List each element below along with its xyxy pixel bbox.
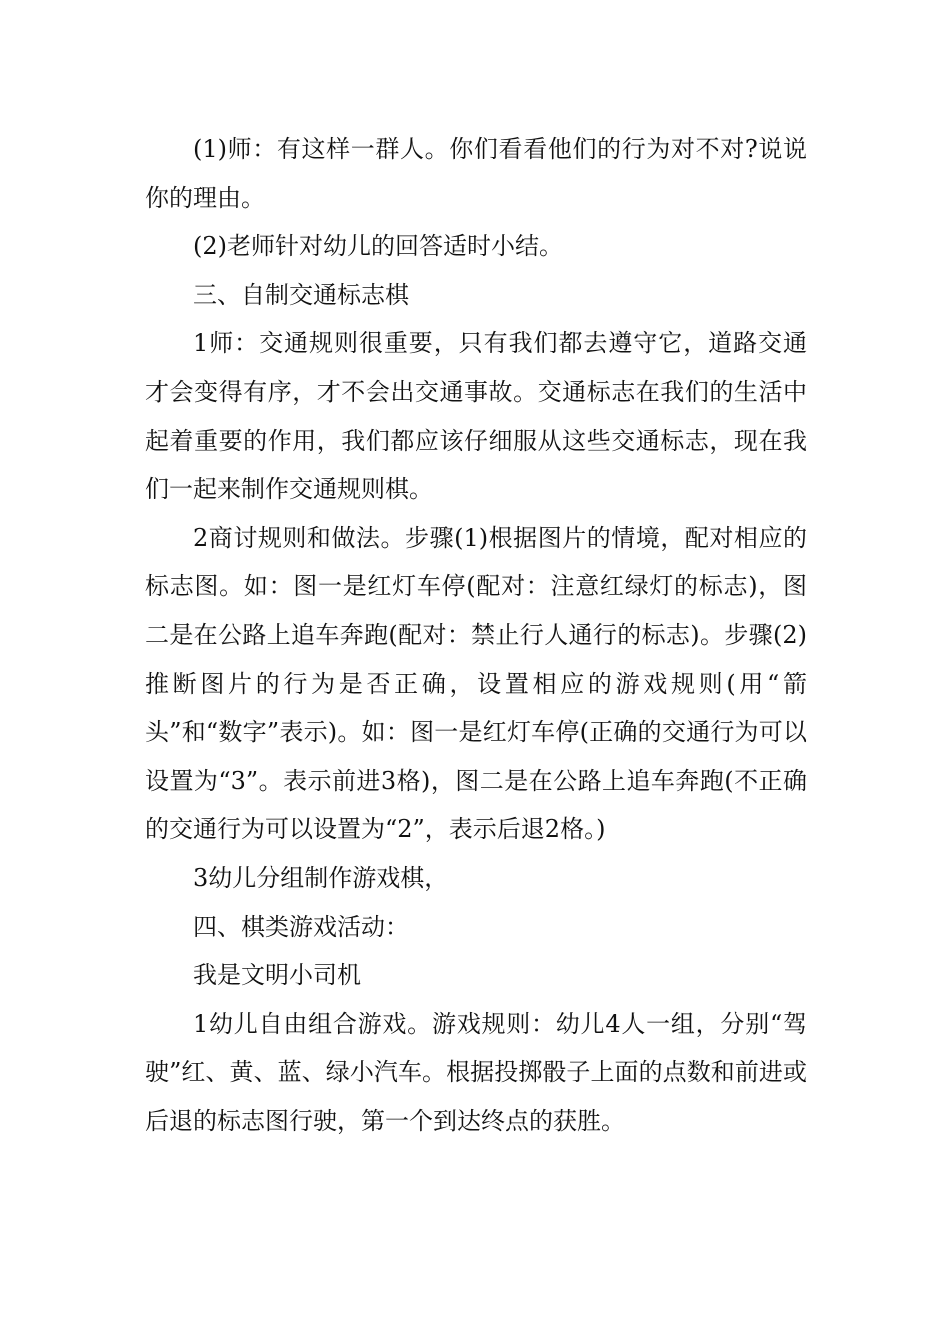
paragraph-rules-method: 2商讨规则和做法。步骤(1)根据图片的情境，配对相应的标志图。如：图一是红灯车停(配对：注意红绿灯的标志)，图二是在公路上追车奔跑(配对：禁止行人通行的标志)。步骤(2)推断图片的行为是否正确，设置相应的游戏规则(用“箭头”和“数字”表示)。如：图一是红灯车停(正确的交通行为可以设置为“3”。表示前进3格)，图二是在公路上追车奔跑(不正确的交通行为可以设置为“2”，表示后退2格。) [145,523,807,844]
document-body [145,125,807,1145]
paragraph-traffic-rules: 1师：交通规则很重要，只有我们都去遵守它，道路交通才会变得有序，才不会出交通事故。交通标志在我们的生活中起着重要的作用，我们都应该仔细服从这些交通标志，现在我们一起来制作交通规则棋。 [145,329,807,504]
section-heading-traffic-chess: 三、自制交通标志棋 [193,280,409,309]
paragraph-teacher-summary: (2)老师针对幼儿的回答适时小结。 [193,232,563,261]
section-heading-chess-game: 四、棋类游戏活动： [193,912,409,941]
paragraph-group-making: 3幼儿分组制作游戏棋， [193,863,449,892]
paragraph-game-rules: 1幼儿自由组合游戏。游戏规则：幼儿4人一组，分别“驾驶”红、黄、蓝、绿小汽车。根据投掷骰子上面的点数和前进或后退的标志图行驶，第一个到达终点的获胜。 [145,1009,807,1135]
paragraph-question-behavior: (1)师：有这样一群人。你们看看他们的行为对不对?说说你的理由。 [145,135,807,212]
subheading-civilized-driver: 我是文明小司机 [193,961,361,990]
